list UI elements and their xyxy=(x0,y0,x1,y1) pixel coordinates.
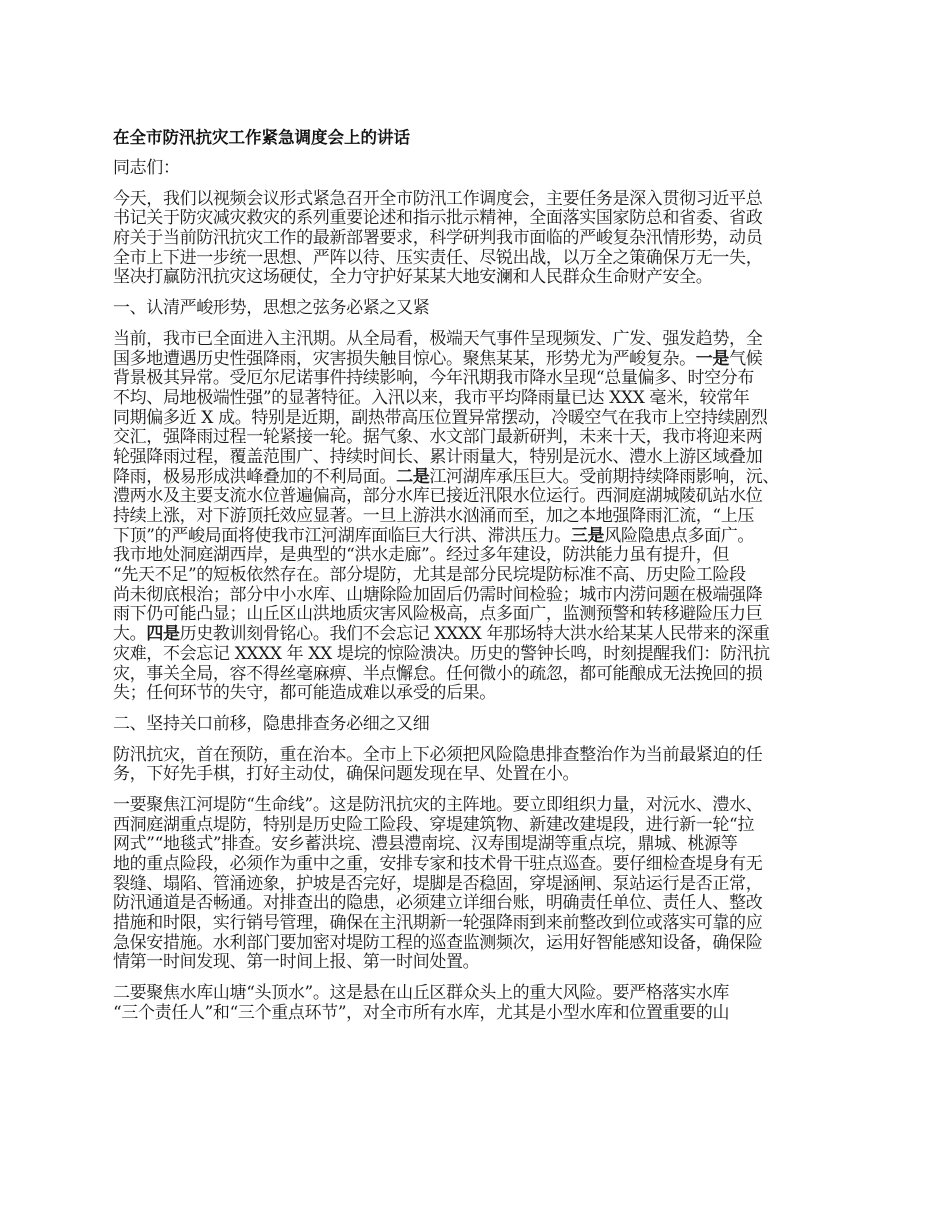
text-run: 风险隐患点多面广。 xyxy=(604,525,755,546)
text-run: 澧两水及主要支流水位普遍偏高，部分水库已接近汛限水位运行。西洞庭湖城陵矶站水位 xyxy=(113,486,763,507)
text-run: 背景极其异常。受厄尔尼诺事件持续影响，今年汛期我市降水呈现“总量偏多、时空分布 xyxy=(113,368,755,389)
text-run: 持续上涨，对下游顶托效应显著。一旦上游洪水汹涌而至，加之本地强降雨汇流，“上压 xyxy=(113,506,755,526)
text-run: 降雨，极易形成洪峰叠加的不利局面。 xyxy=(113,466,397,487)
text-line xyxy=(113,645,853,665)
text-line: 措施和时限，实行销号管理，确保在主汛期新一轮强降雨到来前整改到位或落实可靠的应 xyxy=(113,913,763,934)
body-paragraph xyxy=(113,796,853,973)
text-run: 江河湖库承压巨大。受前期持续降雨影响，沅、 xyxy=(429,466,780,487)
document-page xyxy=(113,128,853,1035)
text-line: 务，下好先手棋，打好主动仗，确保问题发现在早、处置在小。 xyxy=(113,764,580,785)
text-line: 防汛抗灾，首在预防，重在治本。全市上下必须把风险隐患排查整治作为当前最紧迫的任 xyxy=(113,744,763,765)
section-heading xyxy=(113,299,853,319)
text-line: 地的重点险段，必须作为重中之重，安排专家和技术骨干驻点巡查。要仔细检查堤身有无 xyxy=(113,854,763,874)
text-run: 气候 xyxy=(729,348,763,369)
text-line: 二、坚持关口前移，隐患排查务必细之又细 xyxy=(113,713,430,734)
text-run: 交汇，强降雨过程一轮紧接一轮。据气象、水文部门最新研判，未来十天，我市将迎来两 xyxy=(113,427,763,448)
text-line xyxy=(113,684,853,704)
text-line xyxy=(113,625,853,645)
document-title: 在全市防汛抗灾工作紧急调度会上的讲话 xyxy=(113,128,410,147)
text-line xyxy=(113,448,853,468)
text-line: 书记关于防灾减灾救灾的系列重要论述和指示批示精神，全面落实国家防总和省委、省政 xyxy=(113,208,763,229)
text-line xyxy=(113,546,853,566)
text-run: 尚未彻底根治；部分中小水库、山塘除险加固后仍需时间检验；城市内涝问题在极端强降 xyxy=(113,584,763,605)
text-line: “三个责任人”和“三个重点环节”，对全市所有水库，尤其是小型水库和位置重要的山 xyxy=(113,1002,730,1023)
body-paragraph xyxy=(113,330,853,704)
body-paragraph xyxy=(113,746,853,785)
salutation xyxy=(113,159,853,179)
text-line: 防汛通道是否畅通。对排查出的隐患，必须建立详细台账，明确责任单位、责任人、整改 xyxy=(113,893,763,914)
emphasis-text: 三是 xyxy=(570,525,605,546)
text-run: 轮强降雨过程，覆盖范围广、持续时间长、累计雨量大，特别是沅水、澧水上游区域叠加 xyxy=(113,446,763,467)
text-line xyxy=(113,586,853,606)
text-line: 二要聚焦水库山塘“头顶水”。这是悬在山丘区群众头上的重大风险。要严格落实水库 xyxy=(113,983,730,1004)
text-run: 灾，事关全局，容不得丝毫麻痹、半点懈怠。任何微小的疏忽，都可能酿成无法挽回的损 xyxy=(113,663,763,684)
text-run: 大。 xyxy=(113,624,147,645)
text-run: 我市地处洞庭湖西岸，是典型的“洪水走廊”。经过多年建设，防洪能力虽有提升，但 xyxy=(113,545,730,566)
text-line xyxy=(113,369,853,389)
text-line xyxy=(113,468,853,488)
text-line xyxy=(113,330,853,350)
text-line: 裂缝、塌陷、管涌迹象，护坡是否完好，堤脚是否稳固，穿堤涵闸、泵站运行是否正常， xyxy=(113,873,763,894)
text-line xyxy=(113,409,853,429)
text-line: 一、认清严峻形势，思想之弦务必紧之又紧 xyxy=(113,298,430,319)
emphasis-text: 二是 xyxy=(396,466,430,487)
text-run: 灾难，不会忘记 XXXX 年 XX 堤垸的惊险溃决。历史的警钟长鸣，时刻提醒我们：防汛抗 xyxy=(113,643,770,664)
text-run: 同期偏多近 X 成。特别是近期，副热带高压位置异常摆动，冷暖空气在我市上空持续剧烈 xyxy=(113,407,768,428)
text-line: 急保安措施。水利部门要加密对堤防工程的巡查监测频次，运用好智能感知设备，确保险 xyxy=(113,932,763,953)
text-line: 西洞庭湖重点堤防，特别是历史险工险段、穿堤建筑物、新建改建堤段，进行新一轮“拉 xyxy=(113,814,755,835)
text-line: 全市上下进一步统一思想、严阵以待、压实责任、尽锐出战，以万全之策确保万无一失， xyxy=(113,247,763,268)
text-run: 当前，我市已全面进入主汛期。从全局看，极端天气事件呈现频发、广发、强发趋势，全 xyxy=(113,328,763,349)
text-line xyxy=(113,389,853,409)
text-run: “先天不足”的短板依然存在。部分堤防，尤其是部分民垸堤防标准不高、历史险工险段 xyxy=(113,565,746,586)
text-line: 情第一时间发现、第一时间上报、第一时间处置。 xyxy=(113,952,480,973)
body-paragraph xyxy=(113,984,853,1023)
emphasis-text: 一是 xyxy=(695,348,730,369)
text-line xyxy=(113,428,853,448)
text-line xyxy=(113,665,853,685)
text-line: 坚决打赢防汛抗灾这场硬仗，全力守护好某某大地安澜和人民群众生命财产安全。 xyxy=(113,267,713,288)
text-line: 府关于当前防汛抗灾工作的最新部署要求，科学研判我市面临的严峻复杂汛情形势，动员 xyxy=(113,228,763,249)
text-line: 网式”“地毯式”排查。安乡蓄洪垸、澧县澧南垸、汉寿围堤湖等重点垸，鼎城、桃源等 xyxy=(113,834,738,855)
salutation-text: 同志们： xyxy=(113,158,180,178)
emphasis-text: 四是 xyxy=(146,624,180,645)
text-run: 雨下仍可能凸显；山丘区山洪地质灾害风险极高，点多面广，监测预警和转移避险压力巨 xyxy=(113,604,763,625)
section-heading xyxy=(113,715,853,735)
text-line xyxy=(113,507,853,527)
text-run: 下顶”的严峻局面将使我市江河湖库面临巨大行洪、滞洪压力。 xyxy=(113,525,571,546)
text-line: 今天，我们以视频会议形式紧急召开全市防汛工作调度会，主要任务是深入贯彻习近平总 xyxy=(113,188,763,209)
text-run: 历史教训刻骨铭心。我们不会忘记 XXXX 年那场特大洪水给某某人民带来的深重 xyxy=(179,624,770,645)
text-line xyxy=(113,566,853,586)
text-line xyxy=(113,605,853,625)
text-run: 失；任何环节的失守，都可能造成难以承受的后果。 xyxy=(113,683,496,704)
text-run: 不均、局地极端性强”的显著特征。入汛以来，我市平均降雨量已达 XXX 毫米，较常年 xyxy=(113,387,750,408)
text-run: 国多地遭遇历史性强降雨，灾害损失触目惊心。聚焦某某，形势尤为严峻复杂。 xyxy=(113,348,696,369)
body-paragraph xyxy=(113,190,853,288)
document-body xyxy=(113,190,853,1024)
text-line xyxy=(113,350,853,370)
text-line: 一要聚焦江河堤防“生命线”。这是防汛抗灾的主阵地。要立即组织力量，对沅水、澧水、 xyxy=(113,794,763,815)
text-line xyxy=(113,527,853,547)
text-line xyxy=(113,487,853,507)
